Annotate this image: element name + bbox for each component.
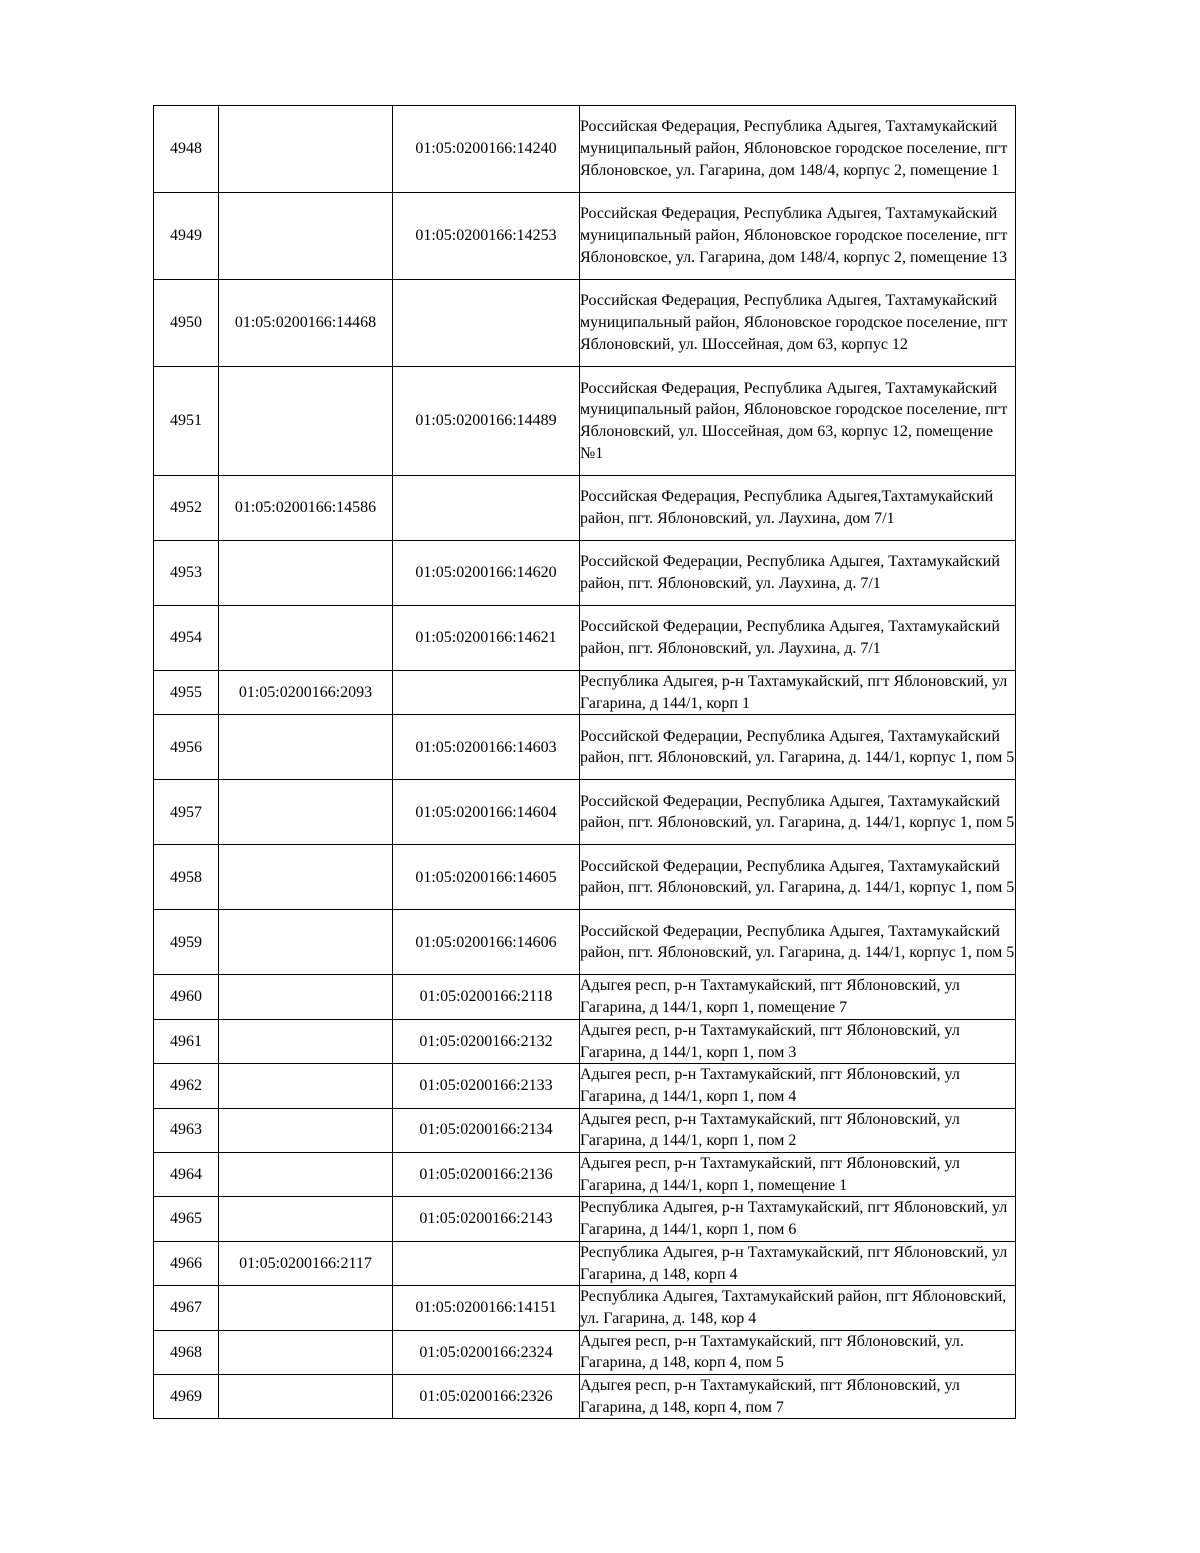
- row-number-cell: 4951: [154, 367, 219, 476]
- registry-table-body: [154, 106, 1016, 1419]
- table-row: [154, 1019, 1016, 1063]
- table-row: [154, 1375, 1016, 1419]
- address-cell: Российской Федерации, Республика Адыгея, Тахтамукайский район, пгт. Яблоновский, ул. Лаухина, д. 7/1: [580, 606, 1016, 671]
- cadastral-number-parent-cell: [219, 910, 393, 975]
- cadastral-number-premises-cell: 01:05:0200166:14620: [393, 541, 580, 606]
- address-cell: Адыгея респ, р-н Тахтамукайский, пгт Яблоновский, ул Гагарина, д 144/1, корп 1, пом 3: [580, 1019, 1016, 1063]
- address-cell: Российская Федерация, Республика Адыгея, Тахтамукайский муниципальный район, Яблоновское городское поселение, пгт Яблоновское, ул. Гагарина, дом 148/4, корпус 2, помещение 1: [580, 106, 1016, 193]
- cadastral-number-premises-cell: 01:05:0200166:14489: [393, 367, 580, 476]
- cadastral-number-premises-cell: 01:05:0200166:2134: [393, 1108, 580, 1152]
- table-row: [154, 715, 1016, 780]
- cadastral-number-premises-cell: 01:05:0200166:14240: [393, 106, 580, 193]
- address-cell: Республика Адыгея, р-н Тахтамукайский, пгт Яблоновский, ул Гагарина, д 148, корп 4: [580, 1241, 1016, 1285]
- cadastral-number-premises-cell: [393, 671, 580, 715]
- table-row: [154, 910, 1016, 975]
- cadastral-number-premises-cell: [393, 476, 580, 541]
- table-row: [154, 606, 1016, 671]
- address-cell: Адыгея респ, р-н Тахтамукайский, пгт Яблоновский, ул Гагарина, д 144/1, корп 1, помещение 1: [580, 1153, 1016, 1197]
- row-number-cell: 4965: [154, 1197, 219, 1241]
- table-row: [154, 780, 1016, 845]
- cadastral-number-parent-cell: [219, 845, 393, 910]
- row-number-cell: 4956: [154, 715, 219, 780]
- row-number-cell: 4948: [154, 106, 219, 193]
- row-number-cell: 4953: [154, 541, 219, 606]
- cadastral-number-parent-cell: [219, 975, 393, 1019]
- address-cell: Российская Федерация, Республика Адыгея, Тахтамукайский муниципальный район, Яблоновское городское поселение, пгт Яблоновский, ул. Шоссейная, дом 63, корпус 12: [580, 280, 1016, 367]
- cadastral-number-parent-cell: [219, 1375, 393, 1419]
- address-cell: Адыгея респ, р-н Тахтамукайский, пгт Яблоновский, ул Гагарина, д 144/1, корп 1, пом 4: [580, 1064, 1016, 1108]
- address-cell: Российская Федерация, Республика Адыгея, Тахтамукайский муниципальный район, Яблоновское городское поселение, пгт Яблоновский, ул. Шоссейная, дом 63, корпус 12, помещение №1: [580, 367, 1016, 476]
- table-row: [154, 193, 1016, 280]
- cadastral-number-parent-cell: [219, 780, 393, 845]
- table-row: [154, 106, 1016, 193]
- row-number-cell: 4963: [154, 1108, 219, 1152]
- table-row: [154, 367, 1016, 476]
- table-row: [154, 1108, 1016, 1152]
- row-number-cell: 4969: [154, 1375, 219, 1419]
- table-row: [154, 975, 1016, 1019]
- address-cell: Российской Федерации, Республика Адыгея, Тахтамукайский район, пгт. Яблоновский, ул. Гагарина, д. 144/1, корпус 1, пом 5: [580, 910, 1016, 975]
- row-number-cell: 4961: [154, 1019, 219, 1063]
- cadastral-number-premises-cell: 01:05:0200166:2132: [393, 1019, 580, 1063]
- cadastral-number-parent-cell: [219, 1108, 393, 1152]
- row-number-cell: 4950: [154, 280, 219, 367]
- row-number-cell: 4955: [154, 671, 219, 715]
- row-number-cell: 4952: [154, 476, 219, 541]
- cadastral-number-premises-cell: 01:05:0200166:2143: [393, 1197, 580, 1241]
- registry-table: [153, 105, 1016, 1419]
- row-number-cell: 4962: [154, 1064, 219, 1108]
- cadastral-number-parent-cell: 01:05:0200166:2117: [219, 1241, 393, 1285]
- row-number-cell: 4968: [154, 1330, 219, 1374]
- cadastral-number-premises-cell: 01:05:0200166:2324: [393, 1330, 580, 1374]
- address-cell: Республика Адыгея, Тахтамукайский район, пгт Яблоновский, ул. Гагарина, д. 148, кор 4: [580, 1286, 1016, 1330]
- cadastral-number-parent-cell: [219, 1197, 393, 1241]
- cadastral-number-premises-cell: 01:05:0200166:2118: [393, 975, 580, 1019]
- cadastral-number-premises-cell: 01:05:0200166:14603: [393, 715, 580, 780]
- cadastral-number-premises-cell: 01:05:0200166:2326: [393, 1375, 580, 1419]
- address-cell: Российская Федерация, Республика Адыгея,Тахтамукайский район, пгт. Яблоновский, ул. Лаухина, дом 7/1: [580, 476, 1016, 541]
- row-number-cell: 4954: [154, 606, 219, 671]
- table-row: [154, 845, 1016, 910]
- address-cell: Адыгея респ, р-н Тахтамукайский, пгт Яблоновский, ул. Гагарина, д 148, корп 4, пом 5: [580, 1330, 1016, 1374]
- row-number-cell: 4957: [154, 780, 219, 845]
- row-number-cell: 4964: [154, 1153, 219, 1197]
- row-number-cell: 4959: [154, 910, 219, 975]
- cadastral-number-parent-cell: [219, 541, 393, 606]
- table-row: [154, 541, 1016, 606]
- row-number-cell: 4949: [154, 193, 219, 280]
- cadastral-number-parent-cell: [219, 1019, 393, 1063]
- cadastral-number-premises-cell: 01:05:0200166:14253: [393, 193, 580, 280]
- table-row: [154, 1153, 1016, 1197]
- table-row: [154, 280, 1016, 367]
- table-row: [154, 1197, 1016, 1241]
- cadastral-number-premises-cell: 01:05:0200166:2133: [393, 1064, 580, 1108]
- cadastral-number-parent-cell: 01:05:0200166:2093: [219, 671, 393, 715]
- address-cell: Адыгея респ, р-н Тахтамукайский, пгт Яблоновский, ул Гагарина, д 144/1, корп 1, помещение 7: [580, 975, 1016, 1019]
- cadastral-number-parent-cell: [219, 606, 393, 671]
- cadastral-number-parent-cell: [219, 1153, 393, 1197]
- cadastral-number-parent-cell: 01:05:0200166:14586: [219, 476, 393, 541]
- cadastral-number-parent-cell: 01:05:0200166:14468: [219, 280, 393, 367]
- row-number-cell: 4960: [154, 975, 219, 1019]
- address-cell: Российская Федерация, Республика Адыгея, Тахтамукайский муниципальный район, Яблоновское городское поселение, пгт Яблоновское, ул. Гагарина, дом 148/4, корпус 2, помещение 13: [580, 193, 1016, 280]
- table-row: [154, 671, 1016, 715]
- cadastral-number-parent-cell: [219, 715, 393, 780]
- cadastral-number-parent-cell: [219, 367, 393, 476]
- cadastral-number-premises-cell: 01:05:0200166:14621: [393, 606, 580, 671]
- address-cell: Российской Федерации, Республика Адыгея, Тахтамукайский район, пгт. Яблоновский, ул. Гагарина, д. 144/1, корпус 1, пом 5: [580, 845, 1016, 910]
- table-row: [154, 476, 1016, 541]
- cadastral-number-parent-cell: [219, 193, 393, 280]
- address-cell: Адыгея респ, р-н Тахтамукайский, пгт Яблоновский, ул Гагарина, д 148, корп 4, пом 7: [580, 1375, 1016, 1419]
- address-cell: Российской Федерации, Республика Адыгея, Тахтамукайский район, пгт. Яблоновский, ул. Лаухина, д. 7/1: [580, 541, 1016, 606]
- cadastral-number-parent-cell: [219, 1064, 393, 1108]
- cadastral-number-parent-cell: [219, 106, 393, 193]
- table-row: [154, 1241, 1016, 1285]
- table-row: [154, 1064, 1016, 1108]
- cadastral-number-premises-cell: [393, 1241, 580, 1285]
- table-row: [154, 1286, 1016, 1330]
- cadastral-number-premises-cell: 01:05:0200166:14606: [393, 910, 580, 975]
- address-cell: Российской Федерации, Республика Адыгея, Тахтамукайский район, пгт. Яблоновский, ул. Гагарина, д. 144/1, корпус 1, пом 5: [580, 780, 1016, 845]
- address-cell: Республика Адыгея, р-н Тахтамукайский, пгт Яблоновский, ул Гагарина, д 144/1, корп 1: [580, 671, 1016, 715]
- cadastral-number-premises-cell: 01:05:0200166:14151: [393, 1286, 580, 1330]
- row-number-cell: 4967: [154, 1286, 219, 1330]
- address-cell: Российской Федерации, Республика Адыгея, Тахтамукайский район, пгт. Яблоновский, ул. Гагарина, д. 144/1, корпус 1, пом 5: [580, 715, 1016, 780]
- cadastral-number-premises-cell: [393, 280, 580, 367]
- cadastral-number-premises-cell: 01:05:0200166:2136: [393, 1153, 580, 1197]
- address-cell: Республика Адыгея, р-н Тахтамукайский, пгт Яблоновский, ул Гагарина, д 144/1, корп 1, пом 6: [580, 1197, 1016, 1241]
- row-number-cell: 4966: [154, 1241, 219, 1285]
- row-number-cell: 4958: [154, 845, 219, 910]
- cadastral-number-parent-cell: [219, 1286, 393, 1330]
- cadastral-number-parent-cell: [219, 1330, 393, 1374]
- cadastral-number-premises-cell: 01:05:0200166:14605: [393, 845, 580, 910]
- address-cell: Адыгея респ, р-н Тахтамукайский, пгт Яблоновский, ул Гагарина, д 144/1, корп 1, пом 2: [580, 1108, 1016, 1152]
- table-row: [154, 1330, 1016, 1374]
- cadastral-number-premises-cell: 01:05:0200166:14604: [393, 780, 580, 845]
